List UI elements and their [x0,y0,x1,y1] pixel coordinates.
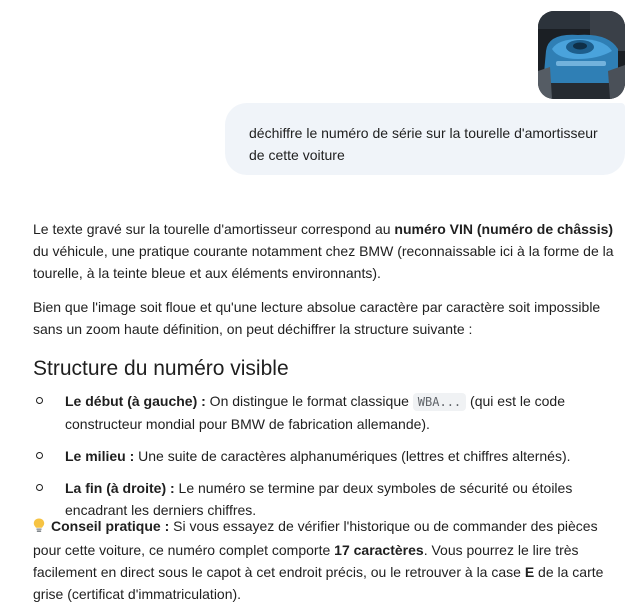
response-paragraph-1 [33,218,617,284]
tip-text-a: Si vous essayez de vérifier l'historique ou de commander des pièces pour cette voiture, ce numéro complet comporte [33,518,598,558]
p1-text-c: du véhicule, une pratique courante notamment chez BMW (reconnaissable ici à la forme de la tourelle, à la teinte bleue et aux éléments environnants). [33,243,614,281]
user-message-bubble [225,103,625,175]
attached-image-thumbnail[interactable] [538,11,625,99]
item-text: Le numéro se termine par deux symboles de sécurité ou étoiles encadrant les derniers chiffres. [65,480,573,518]
inline-code: WBA... [413,393,466,411]
practical-tip [33,515,618,605]
bullet-icon [36,484,43,491]
tip-text-e: de la carte grise (certificat d'immatriculation). [33,564,604,602]
user-message-text: déchiffre le numéro de série sur la tourelle d'amortisseur de cette voiture [249,125,598,163]
list-item [33,445,623,467]
item-label: Le milieu : [65,448,135,464]
lightbulb-icon [33,517,47,539]
tip-bold-e: E [524,564,535,580]
car-engine-photo-icon [538,11,625,99]
bullet-icon [36,452,43,459]
response-paragraph-2: Bien que l'image soit floue et qu'une lecture absolue caractère par caractère soit impossible sans un zoom haute définition, on peut déchiffrer la structure suivante : [33,299,601,337]
section-title: Structure du numéro visible [33,357,289,380]
structure-list [33,390,623,531]
tip-label: Conseil pratique : [51,518,170,534]
item-text: Une suite de caractères alphanumériques (lettres et chiffres alternés). [134,448,571,464]
item-label: Le début (à gauche) : [65,393,206,409]
bullet-icon [36,397,43,404]
p1-bold-vin: numéro VIN (numéro de châssis) [394,221,614,237]
list-item [33,390,623,435]
assistant-response [33,218,617,340]
tip-text-c: . Vous pourrez le lire très facilement en direct sous le capot à cet endroit précis, ou le retrouver à la case [33,542,579,580]
item-text-2: (qui est le code constructeur mondial pour BMW de fabrication allemande). [65,393,565,432]
p1-text-a: Le texte gravé sur la tourelle d'amortisseur correspond au [33,221,395,237]
item-text: On distingue le format classique [205,393,413,409]
tip-bold-17: 17 caractères [334,542,424,558]
item-label: La fin (à droite) : [65,480,175,496]
